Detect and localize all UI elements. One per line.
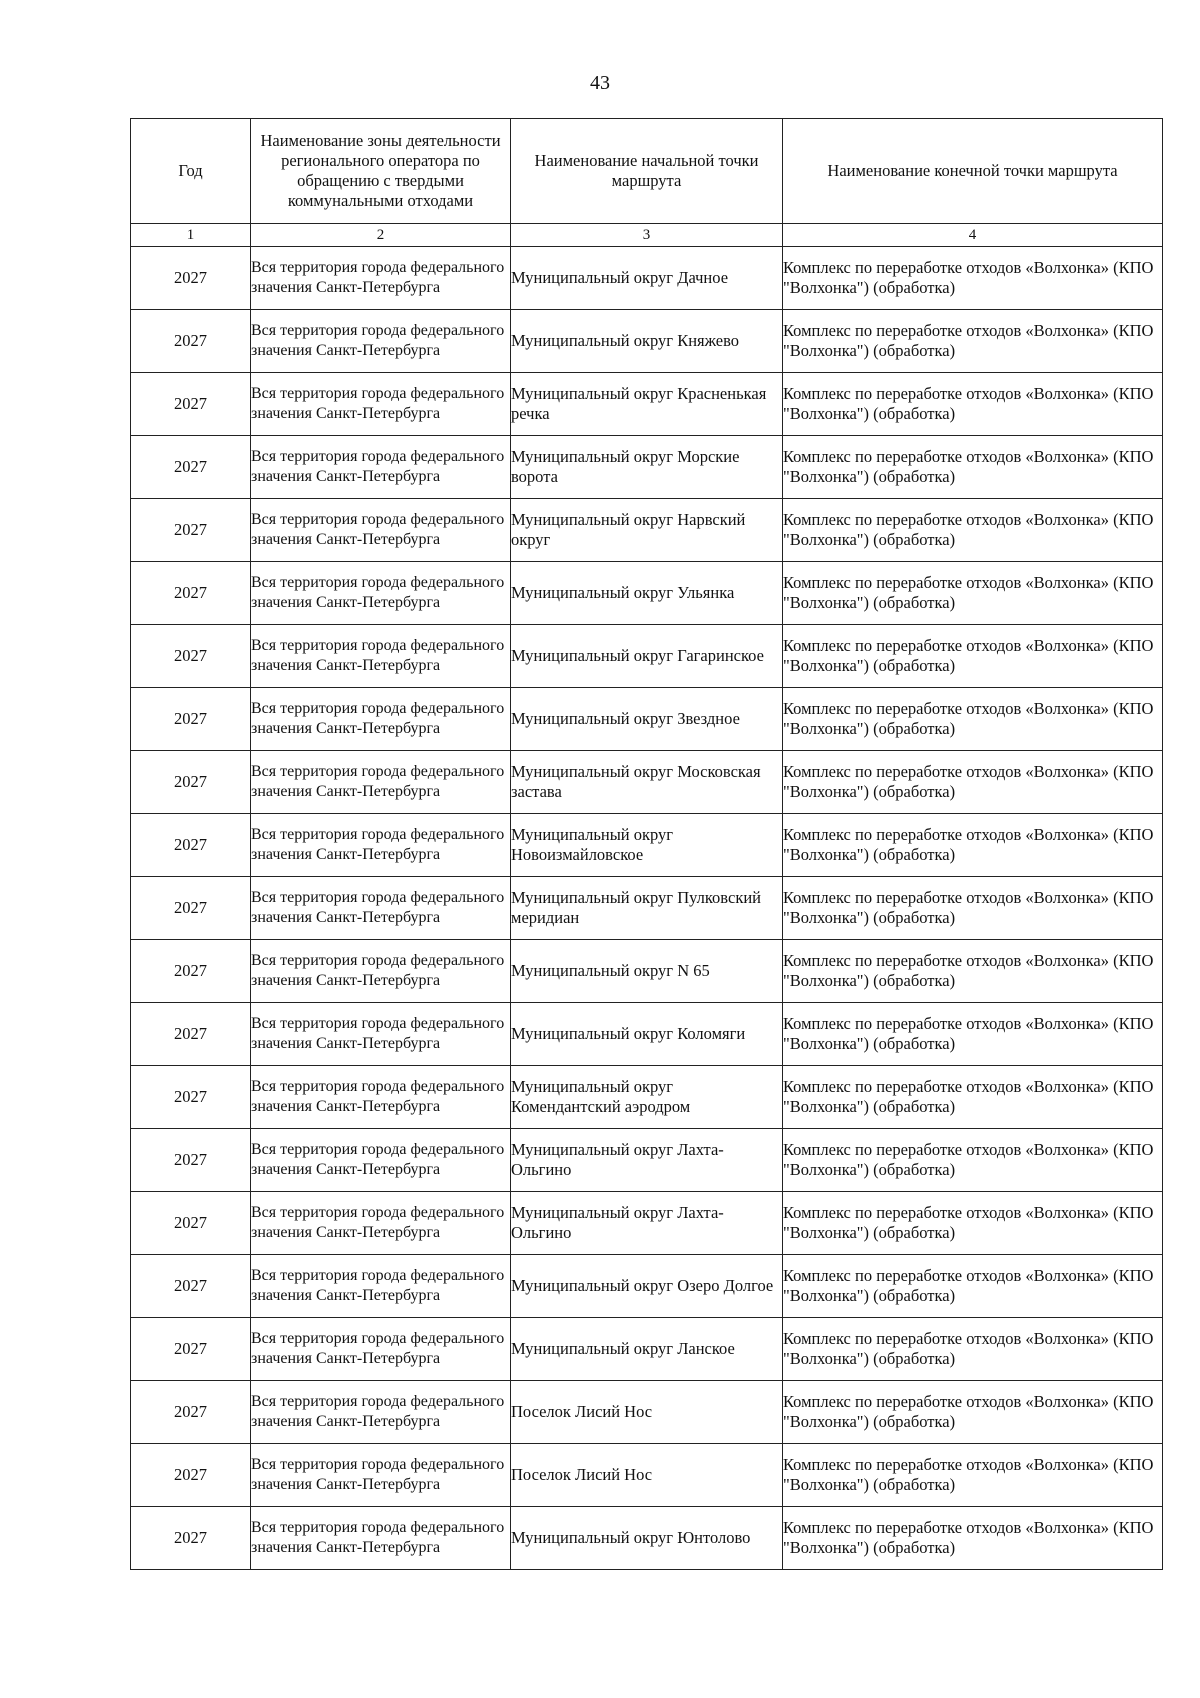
row-start-point-cell: Муниципальный округ Пулковский меридиан	[511, 877, 783, 940]
row-year-cell: 2027	[131, 247, 251, 310]
table-body	[131, 247, 1163, 1570]
column-number: 1	[131, 224, 251, 247]
row-start-point-cell: Муниципальный округ Красненькая речка	[511, 373, 783, 436]
row-end-point-cell: Комплекс по переработке отходов «Волхонка» (КПО "Волхонка") (обработка)	[783, 1381, 1163, 1444]
row-start-point-cell: Муниципальный округ Гагаринское	[511, 625, 783, 688]
row-end-point-cell: Комплекс по переработке отходов «Волхонка» (КПО "Волхонка") (обработка)	[783, 1192, 1163, 1255]
row-zone-cell: Вся территория города федерального значения Санкт-Петербурга	[251, 247, 511, 310]
row-zone-cell: Вся территория города федерального значения Санкт-Петербурга	[251, 1192, 511, 1255]
row-year-cell: 2027	[131, 1129, 251, 1192]
table-row	[131, 1444, 1163, 1507]
row-zone-cell: Вся территория города федерального значения Санкт-Петербурга	[251, 310, 511, 373]
row-zone-cell: Вся территория города федерального значения Санкт-Петербурга	[251, 625, 511, 688]
row-end-point-cell: Комплекс по переработке отходов «Волхонка» (КПО "Волхонка") (обработка)	[783, 1444, 1163, 1507]
row-start-point-cell: Муниципальный округ Лахта-Ольгино	[511, 1192, 783, 1255]
row-year-cell: 2027	[131, 688, 251, 751]
row-zone-cell: Вся территория города федерального значения Санкт-Петербурга	[251, 562, 511, 625]
table-row	[131, 1507, 1163, 1570]
row-zone-cell: Вся территория города федерального значения Санкт-Петербурга	[251, 751, 511, 814]
row-year-cell: 2027	[131, 625, 251, 688]
row-year-cell: 2027	[131, 499, 251, 562]
column-number: 2	[251, 224, 511, 247]
row-zone-cell: Вся территория города федерального значения Санкт-Петербурга	[251, 1381, 511, 1444]
row-year-cell: 2027	[131, 373, 251, 436]
table-row	[131, 940, 1163, 1003]
table-row	[131, 436, 1163, 499]
row-start-point-cell: Муниципальный округ Московская застава	[511, 751, 783, 814]
row-zone-cell: Вся территория города федерального значения Санкт-Петербурга	[251, 1066, 511, 1129]
row-start-point-cell: Поселок Лисий Нос	[511, 1381, 783, 1444]
row-end-point-cell: Комплекс по переработке отходов «Волхонка» (КПО "Волхонка") (обработка)	[783, 436, 1163, 499]
row-end-point-cell: Комплекс по переработке отходов «Волхонка» (КПО "Волхонка") (обработка)	[783, 814, 1163, 877]
row-year-cell: 2027	[131, 1381, 251, 1444]
row-year-cell: 2027	[131, 940, 251, 1003]
row-start-point-cell: Муниципальный округ Лахта-Ольгино	[511, 1129, 783, 1192]
table-row	[131, 751, 1163, 814]
table-row	[131, 1192, 1163, 1255]
row-end-point-cell: Комплекс по переработке отходов «Волхонка» (КПО "Волхонка") (обработка)	[783, 1129, 1163, 1192]
row-zone-cell: Вся территория города федерального значения Санкт-Петербурга	[251, 1255, 511, 1318]
row-zone-cell: Вся территория города федерального значения Санкт-Петербурга	[251, 877, 511, 940]
row-year-cell: 2027	[131, 1003, 251, 1066]
row-end-point-cell: Комплекс по переработке отходов «Волхонка» (КПО "Волхонка") (обработка)	[783, 247, 1163, 310]
table-row	[131, 625, 1163, 688]
table-row	[131, 1318, 1163, 1381]
header-year: Год	[131, 119, 251, 224]
row-year-cell: 2027	[131, 1066, 251, 1129]
row-zone-cell: Вся территория города федерального значения Санкт-Петербурга	[251, 1507, 511, 1570]
row-start-point-cell: Муниципальный округ Озеро Долгое	[511, 1255, 783, 1318]
column-number-row	[131, 224, 1163, 247]
row-start-point-cell: Муниципальный округ N 65	[511, 940, 783, 1003]
row-year-cell: 2027	[131, 1507, 251, 1570]
row-start-point-cell: Муниципальный округ Комендантский аэродром	[511, 1066, 783, 1129]
table-row	[131, 1381, 1163, 1444]
header-zone: Наименование зоны деятельности регионального оператора по обращению с твердыми коммунальными отходами	[251, 119, 511, 224]
row-start-point-cell: Муниципальный округ Ланское	[511, 1318, 783, 1381]
table-row	[131, 373, 1163, 436]
row-end-point-cell: Комплекс по переработке отходов «Волхонка» (КПО "Волхонка") (обработка)	[783, 1003, 1163, 1066]
row-start-point-cell: Муниципальный округ Коломяги	[511, 1003, 783, 1066]
table-row	[131, 310, 1163, 373]
header-end-point: Наименование конечной точки маршрута	[783, 119, 1163, 224]
row-zone-cell: Вся территория города федерального значения Санкт-Петербурга	[251, 1003, 511, 1066]
column-number: 4	[783, 224, 1163, 247]
row-start-point-cell: Поселок Лисий Нос	[511, 1444, 783, 1507]
table-row	[131, 877, 1163, 940]
row-zone-cell: Вся территория города федерального значения Санкт-Петербурга	[251, 499, 511, 562]
row-end-point-cell: Комплекс по переработке отходов «Волхонка» (КПО "Волхонка") (обработка)	[783, 940, 1163, 1003]
row-start-point-cell: Муниципальный округ Новоизмайловское	[511, 814, 783, 877]
row-zone-cell: Вся территория города федерального значения Санкт-Петербурга	[251, 373, 511, 436]
table-row	[131, 1066, 1163, 1129]
row-zone-cell: Вся территория города федерального значения Санкт-Петербурга	[251, 1444, 511, 1507]
table-row	[131, 1003, 1163, 1066]
row-zone-cell: Вся территория города федерального значения Санкт-Петербурга	[251, 814, 511, 877]
row-start-point-cell: Муниципальный округ Княжево	[511, 310, 783, 373]
row-end-point-cell: Комплекс по переработке отходов «Волхонка» (КПО "Волхонка") (обработка)	[783, 310, 1163, 373]
column-number: 3	[511, 224, 783, 247]
row-year-cell: 2027	[131, 1318, 251, 1381]
table-row	[131, 688, 1163, 751]
row-end-point-cell: Комплекс по переработке отходов «Волхонка» (КПО "Волхонка") (обработка)	[783, 1507, 1163, 1570]
row-year-cell: 2027	[131, 310, 251, 373]
row-zone-cell: Вся территория города федерального значения Санкт-Петербурга	[251, 1129, 511, 1192]
row-zone-cell: Вся территория города федерального значения Санкт-Петербурга	[251, 436, 511, 499]
row-year-cell: 2027	[131, 877, 251, 940]
row-end-point-cell: Комплекс по переработке отходов «Волхонка» (КПО "Волхонка") (обработка)	[783, 625, 1163, 688]
row-year-cell: 2027	[131, 562, 251, 625]
row-start-point-cell: Муниципальный округ Нарвский округ	[511, 499, 783, 562]
row-start-point-cell: Муниципальный округ Дачное	[511, 247, 783, 310]
row-end-point-cell: Комплекс по переработке отходов «Волхонка» (КПО "Волхонка") (обработка)	[783, 877, 1163, 940]
row-end-point-cell: Комплекс по переработке отходов «Волхонка» (КПО "Волхонка") (обработка)	[783, 562, 1163, 625]
table-header-row	[131, 119, 1163, 224]
routes-table	[130, 118, 1163, 1570]
row-end-point-cell: Комплекс по переработке отходов «Волхонка» (КПО "Волхонка") (обработка)	[783, 1255, 1163, 1318]
table-row	[131, 247, 1163, 310]
table-row	[131, 1255, 1163, 1318]
table-row	[131, 814, 1163, 877]
row-zone-cell: Вся территория города федерального значения Санкт-Петербурга	[251, 940, 511, 1003]
row-start-point-cell: Муниципальный округ Юнтолово	[511, 1507, 783, 1570]
row-end-point-cell: Комплекс по переработке отходов «Волхонка» (КПО "Волхонка") (обработка)	[783, 373, 1163, 436]
row-start-point-cell: Муниципальный округ Ульянка	[511, 562, 783, 625]
page-number: 43	[590, 72, 610, 94]
row-year-cell: 2027	[131, 1444, 251, 1507]
row-year-cell: 2027	[131, 1255, 251, 1318]
row-year-cell: 2027	[131, 1192, 251, 1255]
row-end-point-cell: Комплекс по переработке отходов «Волхонка» (КПО "Волхонка") (обработка)	[783, 751, 1163, 814]
row-end-point-cell: Комплекс по переработке отходов «Волхонка» (КПО "Волхонка") (обработка)	[783, 1066, 1163, 1129]
table-row	[131, 562, 1163, 625]
row-end-point-cell: Комплекс по переработке отходов «Волхонка» (КПО "Волхонка") (обработка)	[783, 499, 1163, 562]
header-start-point: Наименование начальной точки маршрута	[511, 119, 783, 224]
row-year-cell: 2027	[131, 751, 251, 814]
row-start-point-cell: Муниципальный округ Звездное	[511, 688, 783, 751]
row-start-point-cell: Муниципальный округ Морские ворота	[511, 436, 783, 499]
row-zone-cell: Вся территория города федерального значения Санкт-Петербурга	[251, 1318, 511, 1381]
row-end-point-cell: Комплекс по переработке отходов «Волхонка» (КПО "Волхонка") (обработка)	[783, 1318, 1163, 1381]
row-year-cell: 2027	[131, 436, 251, 499]
row-end-point-cell: Комплекс по переработке отходов «Волхонка» (КПО "Волхонка") (обработка)	[783, 688, 1163, 751]
table-row	[131, 499, 1163, 562]
row-year-cell: 2027	[131, 814, 251, 877]
row-zone-cell: Вся территория города федерального значения Санкт-Петербурга	[251, 688, 511, 751]
table-row	[131, 1129, 1163, 1192]
